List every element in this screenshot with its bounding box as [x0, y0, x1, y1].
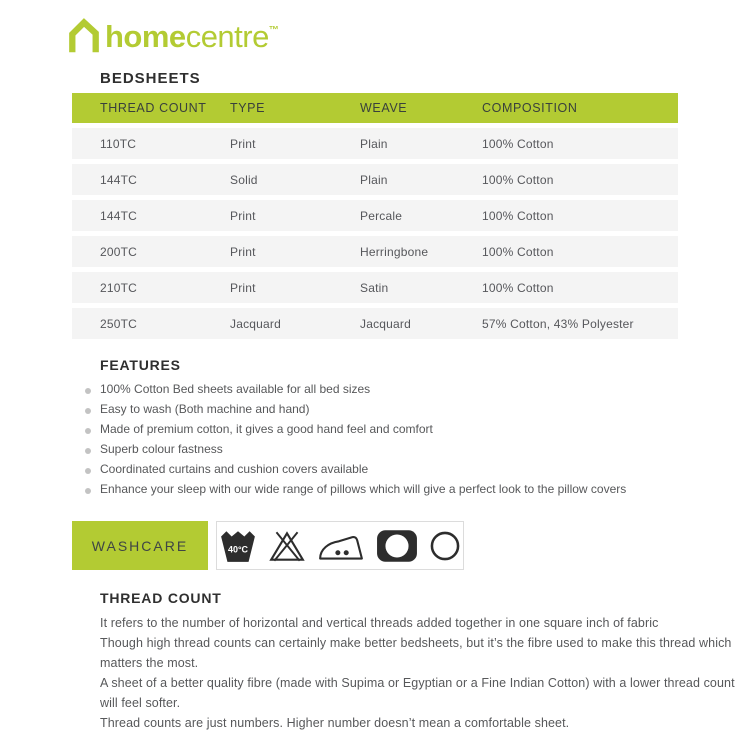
list-item: [85, 423, 750, 436]
list-item: [85, 483, 750, 496]
thread-count-copy: [100, 613, 740, 733]
feature-text: Easy to wash (Both machine and hand): [100, 402, 310, 416]
homecentre-logo: [0, 0, 750, 52]
bullet-dot: [85, 408, 91, 414]
cell-composition: 100% Cotton: [482, 272, 678, 303]
column-header-weave: WEAVE: [360, 93, 482, 123]
column-header-thread-count: THREAD COUNT: [72, 93, 230, 123]
thread-count-heading: THREAD COUNT: [100, 590, 222, 606]
bullet-dot: [85, 428, 91, 434]
table-row: [72, 236, 678, 267]
cell-type: Print: [230, 272, 360, 303]
tumble-dry-icon: [376, 529, 418, 563]
feature-text: 100% Cotton Bed sheets available for all bed sizes: [100, 382, 371, 396]
svg-text:40°C: 40°C: [227, 543, 249, 554]
cell-weave: Percale: [360, 200, 482, 231]
cell-composition: 100% Cotton: [482, 200, 678, 231]
cell-thread-count: 250TC: [72, 308, 230, 339]
cell-weave: Satin: [360, 272, 482, 303]
cell-weave: Plain: [360, 164, 482, 195]
washcare-badge: WASHCARE: [72, 521, 208, 570]
table-row: [72, 272, 678, 303]
cell-composition: 100% Cotton: [482, 236, 678, 267]
page-title: BEDSHEETS: [100, 70, 201, 87]
machine-wash-40c-icon: [219, 528, 257, 564]
cell-type: Solid: [230, 164, 360, 195]
cell-composition: 100% Cotton: [482, 128, 678, 159]
features-list: [85, 383, 750, 496]
feature-text: Superb colour fastness: [100, 442, 223, 456]
bullet-dot: [85, 388, 91, 394]
thread-count-paragraph: Though high thread counts can certainly make better bedsheets, but it’s the fibre used to make this thread which matters the most.: [100, 636, 732, 670]
cell-weave: Herringbone: [360, 236, 482, 267]
column-header-composition: COMPOSITION: [482, 93, 678, 123]
cell-thread-count: 144TC: [72, 164, 230, 195]
iron-icon: [317, 528, 365, 564]
logo-home-text: home: [105, 19, 186, 54]
washcare-section: [72, 521, 750, 570]
table-row: [72, 164, 678, 195]
cell-type: Print: [230, 236, 360, 267]
cell-weave: Plain: [360, 128, 482, 159]
cell-composition: 57% Cotton, 43% Polyester: [482, 308, 678, 339]
cell-thread-count: 210TC: [72, 272, 230, 303]
list-item: [85, 443, 750, 456]
list-item: [85, 403, 750, 416]
column-header-type: TYPE: [230, 93, 360, 123]
cell-composition: 100% Cotton: [482, 164, 678, 195]
do-not-bleach-icon: [268, 528, 306, 564]
thread-count-paragraph: Thread counts are just numbers. Higher number doesn’t mean a comfortable sheet.: [100, 716, 570, 730]
cell-type: Jacquard: [230, 308, 360, 339]
feature-text: Enhance your sleep with our wide range of pillows which will give a perfect look to the pillow covers: [100, 482, 627, 496]
table-row: [72, 308, 678, 339]
bullet-dot: [85, 488, 91, 494]
dry-clean-icon: [429, 529, 461, 563]
feature-text: Coordinated curtains and cushion covers available: [100, 462, 369, 476]
cell-thread-count: 110TC: [72, 128, 230, 159]
house-icon: [66, 18, 102, 54]
list-item: [85, 383, 750, 396]
trademark-symbol: ™: [268, 25, 279, 36]
cell-type: Print: [230, 200, 360, 231]
table-header-row: [72, 93, 678, 123]
list-item: [85, 463, 750, 476]
table-row: [72, 200, 678, 231]
thread-count-paragraph: A sheet of a better quality fibre (made with Supima or Egyptian or a Fine Indian Cotton) with a lower thread count will feel softer.: [100, 676, 735, 710]
logo-centre-text: centre: [185, 19, 269, 54]
bullet-dot: [85, 448, 91, 454]
cell-thread-count: 144TC: [72, 200, 230, 231]
washcare-icon-strip: [216, 521, 464, 570]
cell-thread-count: 200TC: [72, 236, 230, 267]
features-heading: FEATURES: [100, 357, 181, 373]
thread-count-paragraph: It refers to the number of horizontal and vertical threads added together in one square inch of fabric: [100, 616, 659, 630]
feature-text: Made of premium cotton, it gives a good hand feel and comfort: [100, 422, 433, 436]
cell-type: Print: [230, 128, 360, 159]
bullet-dot: [85, 468, 91, 474]
table-row: [72, 128, 678, 159]
logo-wordmark: [105, 14, 279, 54]
bedsheet-spec-table: [72, 88, 678, 344]
cell-weave: Jacquard: [360, 308, 482, 339]
